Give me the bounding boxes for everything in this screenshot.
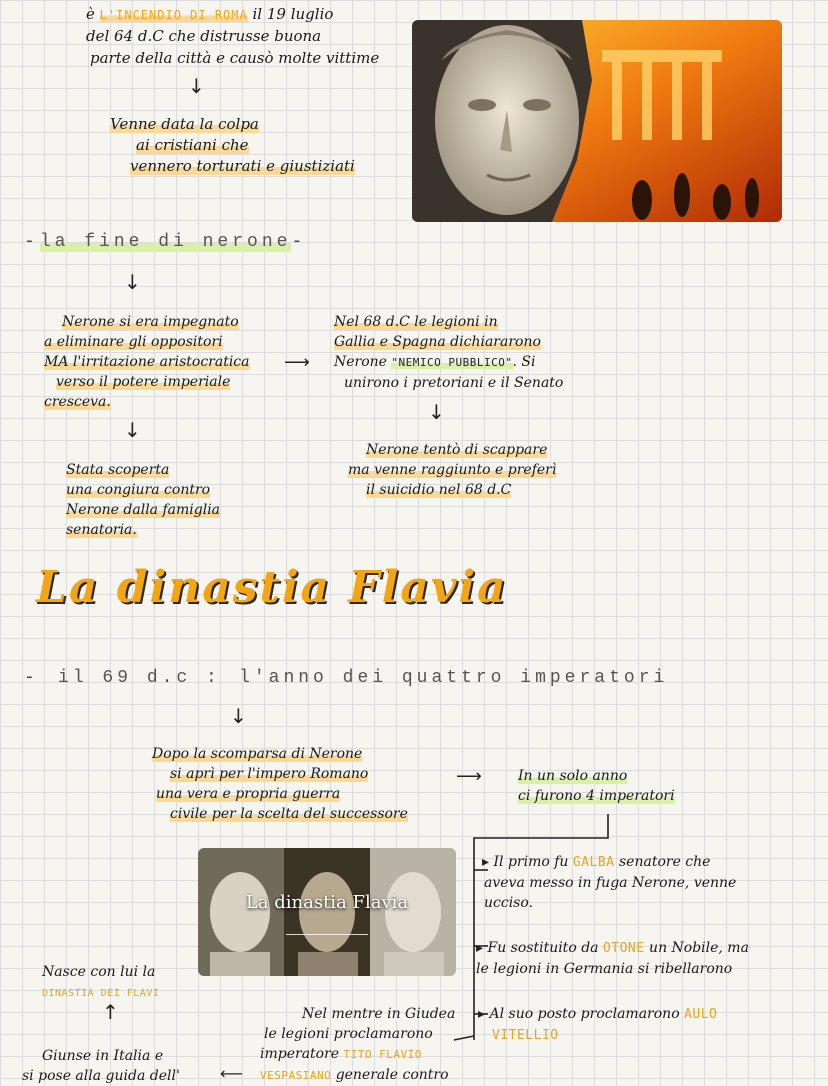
up-arrow-icon: ↑ — [102, 1000, 119, 1024]
section-title-year-of-four-emperors: - il 69 d.c : l'anno dei quattro imperatori — [24, 668, 669, 688]
caption-underline — [286, 934, 368, 935]
aulo-note: ▸ Al suo posto proclamarono AULO VITELLIO — [478, 1006, 718, 1043]
down-arrow-icon: ↓ — [124, 418, 141, 442]
right-arrow-icon: ⟶ — [284, 352, 310, 373]
emperor-tito-flavio: TITO FLAVIO — [343, 1048, 422, 1061]
down-arrow-icon: ↓ — [230, 704, 247, 728]
otone-note: ▸ Fu sostituito da OTONE un Nobile, ma le legioni in Germania si ribellarono — [476, 940, 749, 977]
emperor-galba: GALBA — [572, 855, 615, 870]
fire-line-3: parte della città e causò molte vittime — [90, 49, 380, 67]
fire-line-1: è L'INCENDIO DI ROMA il 19 luglio — [86, 5, 334, 23]
down-arrow-icon: ↓ — [428, 400, 445, 424]
emperor-aulo: AULO — [684, 1007, 718, 1022]
right-arrow-icon: ⟶ — [456, 766, 482, 787]
fire-highlight: L'INCENDIO DI ROMA — [99, 8, 248, 22]
image-caption: La dinastia Flavia — [245, 892, 409, 913]
blame-note: Venne data la colpa ai cristiani che vennero torturati e giustiziati — [110, 115, 355, 175]
galba-note: ▸ Il primo fu GALBA senatore che aveva messo in fuga Nerone, venne ucciso. — [482, 854, 737, 911]
section-title-end-of-nero: -la fine di nerone- — [24, 232, 308, 252]
civil-war-note: Dopo la scomparsa di Nerone si aprì per l'impero Romano una vera e propria guerra civile per la scelta del successore — [152, 746, 408, 822]
flavian-busts-image — [198, 848, 456, 976]
arrived-note: Giunse in Italia e si pose alla guida dell' — [22, 1048, 180, 1084]
escape-note: Nerone tentò di scappare ma venne raggiunto e preferì il suicidio nel 68 d.C — [348, 442, 557, 498]
left-arrow-icon: ⟵ — [220, 1064, 243, 1083]
one-year-note: In un solo anno ci furono 4 imperatori — [518, 768, 675, 804]
legions-note: Nel 68 d.C le legioni in Gallia e Spagna dichiararono Nerone "NEMICO PUBBLICO". Si unirono i pretoriani e il Senato — [334, 314, 564, 391]
down-arrow-icon: ↓ — [188, 74, 205, 98]
dynasty-title: La dinastia Flavia — [36, 562, 508, 613]
born-note: Nasce con lui la DINASTIA DEI FLAVI — [42, 964, 160, 999]
nero-fire-image — [412, 20, 782, 222]
conspiracy-note: Stata scoperta una congiura contro Nerone dalla famiglia senatoria. — [66, 462, 221, 538]
nero-opponents-note: Nerone si era impegnato a eliminare gli oppositori MA l'irritazione aristocratica verso il potere imperiale cresceva. — [44, 314, 250, 410]
down-arrow-icon: ↓ — [124, 270, 141, 294]
fire-line-2: del 64 d.C che distrusse buona — [86, 27, 322, 45]
emperor-otone: OTONE — [602, 941, 645, 956]
judea-note: Nel mentre in Giudea le legioni proclamarono imperatore TITO FLAVIO VESPASIANO generale contro — [260, 1006, 456, 1083]
